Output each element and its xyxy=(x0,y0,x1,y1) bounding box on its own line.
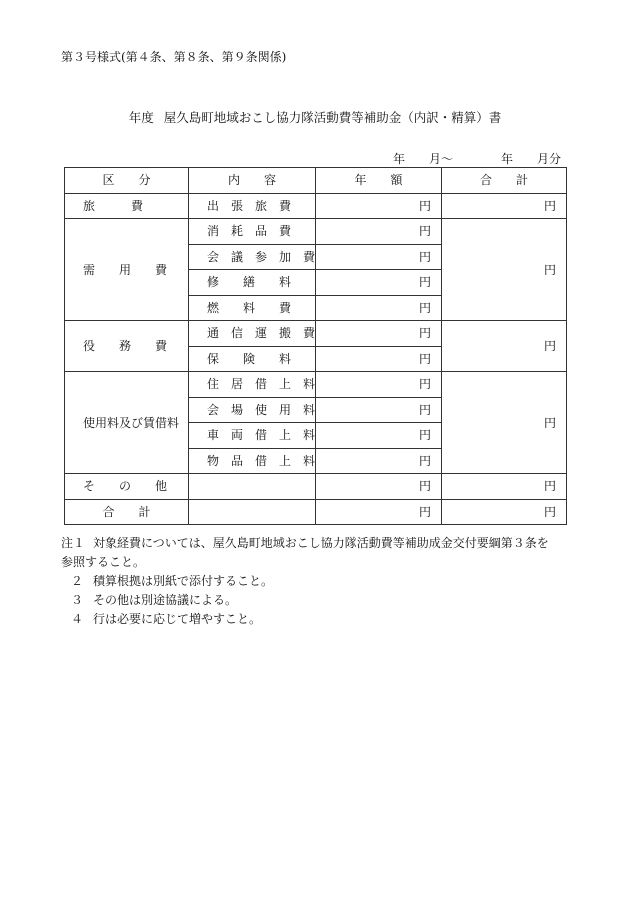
header-row xyxy=(65,168,567,194)
yen-total-cell[interactable]: 円 xyxy=(442,193,567,219)
note-3-text: その他は別途協議による。 xyxy=(93,593,238,607)
yen-cell[interactable]: 円 xyxy=(316,193,442,219)
note-2 xyxy=(61,572,549,591)
header-annual: 年 額 xyxy=(316,168,442,194)
category-supplies: 需 用 費 xyxy=(65,219,189,321)
yen-cell[interactable]: 円 xyxy=(316,244,442,270)
item-conference: 会 議 参 加 費 xyxy=(189,244,316,270)
yen-cell[interactable]: 円 xyxy=(316,295,442,321)
table-row xyxy=(65,372,567,398)
table-row xyxy=(65,193,567,219)
yen-cell[interactable]: 円 xyxy=(316,423,442,449)
expense-breakdown-table xyxy=(64,167,567,525)
yen-cell[interactable]: 円 xyxy=(316,321,442,347)
note-1-text: 対象経費については、屋久島町地域おこし協力隊活動費等補助成金交付要綱第３条を xyxy=(93,536,549,550)
note-4 xyxy=(61,610,549,629)
yen-cell[interactable]: 円 xyxy=(316,499,442,525)
category-services: 役 務 費 xyxy=(65,321,189,372)
yen-cell[interactable]: 円 xyxy=(316,397,442,423)
yen-total-cell[interactable]: 円 xyxy=(442,321,567,372)
note-2-text: 積算根拠は別紙で添付すること。 xyxy=(93,574,274,588)
header-content: 内 容 xyxy=(189,168,316,194)
item-consumables: 消 耗 品 費 xyxy=(189,219,316,245)
category-rental: 使用料及び賃借料 xyxy=(65,372,189,474)
notes-section xyxy=(61,534,549,629)
item-business-trip: 出 張 旅 費 xyxy=(189,193,316,219)
note-1 xyxy=(61,534,549,553)
category-grand-total: 合 計 xyxy=(65,499,189,525)
note-1-continuation: 参照すること。 xyxy=(61,555,146,569)
note-4-text: 行は必要に応じて増やすこと。 xyxy=(93,612,262,626)
table-row xyxy=(65,219,567,245)
title-main: 屋久島町地域おこし協力隊活動費等補助金（内訳・精算）書 xyxy=(163,110,502,125)
category-other: そ の 他 xyxy=(65,474,189,500)
note-1-label: 注１ xyxy=(61,536,86,550)
yen-total-cell[interactable]: 円 xyxy=(442,219,567,321)
category-travel: 旅 費 xyxy=(65,193,189,219)
item-vehicle-rent: 車 両 借 上 料 xyxy=(189,423,316,449)
yen-total-cell[interactable]: 円 xyxy=(442,372,567,474)
header-total: 合 計 xyxy=(442,168,567,194)
table-row xyxy=(65,499,567,525)
note-4-label: ４ xyxy=(71,612,84,626)
form-number: 第３号様式(第４条、第８条、第９条関係) xyxy=(61,50,287,64)
table-row xyxy=(65,474,567,500)
title-year-prefix: 年度 xyxy=(128,110,154,125)
period-label: 年 月～ 年 月分 xyxy=(393,152,562,166)
note-3 xyxy=(61,591,549,610)
item-venue-rent: 会 場 使 用 料 xyxy=(189,397,316,423)
item-communication: 通 信 運 搬 費 xyxy=(189,321,316,347)
yen-cell[interactable]: 円 xyxy=(316,372,442,398)
table-row xyxy=(65,321,567,347)
yen-cell[interactable]: 円 xyxy=(316,219,442,245)
item-insurance: 保 険 料 xyxy=(189,346,316,372)
note-3-label: ３ xyxy=(71,593,84,607)
yen-total-cell[interactable]: 円 xyxy=(442,474,567,500)
yen-total-cell[interactable]: 円 xyxy=(442,499,567,525)
item-housing-rent: 住 居 借 上 料 xyxy=(189,372,316,398)
yen-cell[interactable]: 円 xyxy=(316,270,442,296)
item-other-empty[interactable] xyxy=(189,474,316,500)
note-2-label: ２ xyxy=(71,574,84,588)
header-category: 区 分 xyxy=(65,168,189,194)
item-grand-total-empty[interactable] xyxy=(189,499,316,525)
item-repair: 修 繕 料 xyxy=(189,270,316,296)
item-fuel: 燃 料 費 xyxy=(189,295,316,321)
document-title xyxy=(0,108,630,126)
yen-cell[interactable]: 円 xyxy=(316,448,442,474)
item-goods-rent: 物 品 借 上 料 xyxy=(189,448,316,474)
yen-cell[interactable]: 円 xyxy=(316,474,442,500)
yen-cell[interactable]: 円 xyxy=(316,346,442,372)
